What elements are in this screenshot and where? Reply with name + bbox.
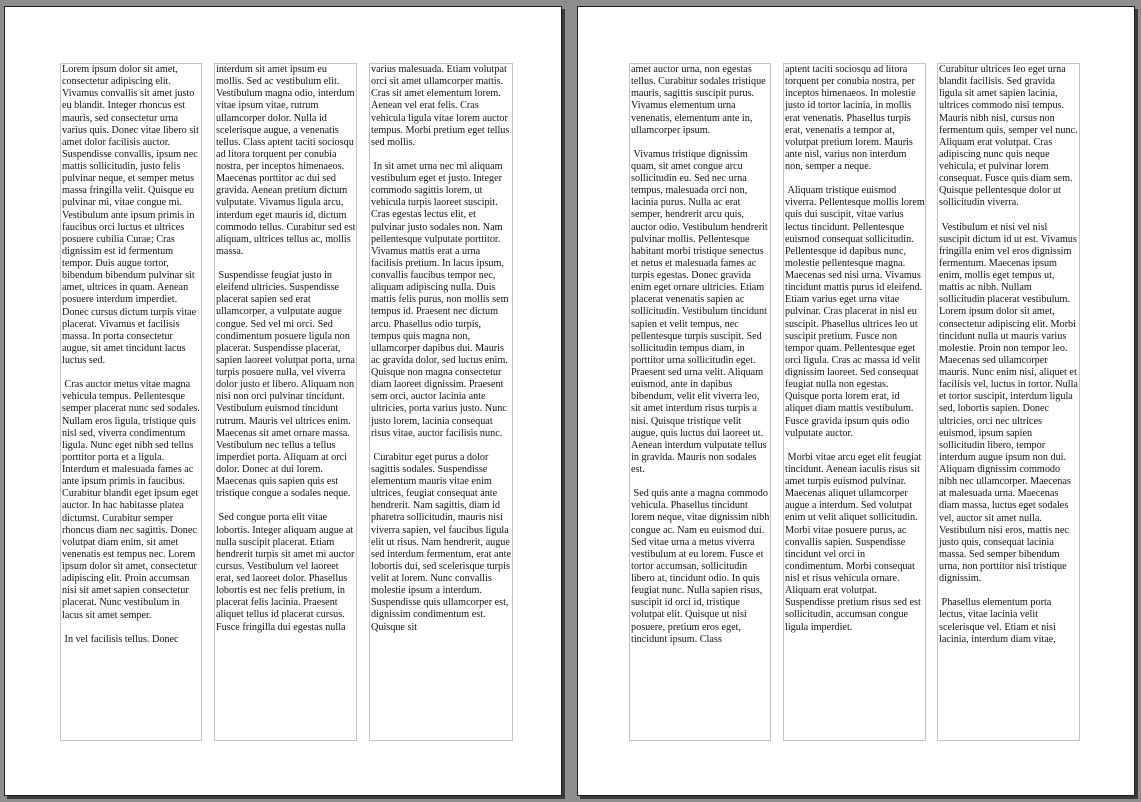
paragraph: Curabitur eget purus a dolor sagittis sodales. Suspendisse elementum mauris vitae enim ultrices, feugiat consequat ante hendrerit. Nam sagittis, diam id pharetra sollicitudin, mauris nisi viverra sapien, vel faucibus ligula elit ut risus. Nam hendrerit, augue sed interdum fermentum, erat ante lobortis dui, sed scelerisque turpis velit at lorem. Nunc convallis molestie ipsum a interdum. Suspendisse quis ullamcorper est, dignissim condimentum est. Quisque sit: [371, 451, 514, 633]
text-column-1: [60, 63, 202, 741]
paragraph: amet auctor urna, non egestas tellus. Curabitur sodales tristique mauris, sagittis suscipit purus. Vivamus elementum urna venenatis, elementum ante in, ullamcorper ipsum.: [631, 64, 769, 136]
paragraph: Phasellus elementum porta lectus, vitae lacinia velit scelerisque vel. Etiam et nisi lacinia, interdum diam vitae,: [939, 597, 1059, 645]
text-column-2: [783, 63, 926, 741]
paragraph: Morbi vitae arcu eget elit feugiat tincidunt. Aenean iaculis risus sit amet turpis euismod pulvinar. Maecenas aliquet ullamcorper augue a interdum. Sed volutpat enim ut velit aliquet sollicitudin. Morbi vitae posuere purus, ac convallis sapien. Suspendisse tincidunt vel orci in condimentum. Morbi consequat nisl et risus vehicula ornare. Aliquam erat volutpat. Suspendisse pretium risus sed est sollicitudin, accumsan congue ligula imperdiet.: [785, 451, 924, 633]
paragraph: Cras auctor metus vitae magna vehicula tempus. Pellentesque semper placerat nunc sed sodales. Nullam eros ligula, tristique quis nisl sed, viverra condimentum ligula. Nunc eget nibh sed tellus porttitor porta et a ligula. Interdum et malesuada fames ac ante ipsum primis in faucibus. Curabitur blandit eget ipsum eget auctor. In hac habitasse platea dictumst. Curabitur semper rhoncus diam nec sagittis. Donec volutpat diam enim, sit amet venenatis est tempus nec. Lorem ipsum dolor sit amet, consectetur adipiscing elit. Proin accumsan nisi sit amet sapien consectetur placerat. Nunc vestibulum in lacus sit amet semper.: [62, 379, 203, 621]
paragraph: Suspendisse feugiat justo in eleifend ultricies. Suspendisse placerat sapien sed erat ullamcorper, a vulputate augue congue. Sed vel mi orci. Sed condimentum posuere ligula non placerat. Suspendisse placerat, sapien laoreet volutpat porta, urna turpis posuere nulla, vel viverra dolor justo et libero. Aliquam non nisi non orci pulvinar tincidunt. Vestibulum euismod tincidunt rutrum. Mauris vel ultrices enim. Maecenas sit amet ornare massa. Vestibulum nec tellus a tellus imperdiet porta. Aliquam at orci dolor. Donec at dui lorem. Maecenas quis sapien quis est tristique congue a sodales neque.: [216, 270, 358, 500]
paragraph: Lorem ipsum dolor sit amet, consectetur adipiscing elit. Vivamus convallis sit amet justo eu blandit. Integer rhoncus est mauris, sed consectetur urna varius quis. Donec vitae libero sit amet dolor facilisis auctor. Suspendisse convallis, ipsum nec mattis sollicitudin, justo felis pulvinar neque, et semper metus massa fringilla velit. Quisque eu pulvinar mi, vitae congue mi. Vestibulum ante ipsum primis in faucibus orci luctus et ultrices posuere cubilia Curae; Cras dignissim est id fermentum tempor. Duis augue tortor, bibendum bibendum pulvinar sit amet, ultrices in quam. Aenean posuere interdum imperdiet. Donec cursus dictum turpis vitae placerat. Vivamus et facilisis massa. In porta consectetur augue, sit amet tincidunt lacus luctus sed.: [62, 64, 202, 366]
paragraph: varius malesuada. Etiam volutpat orci sit amet ullamcorper mattis. Cras sit amet elementum lorem. Aenean vel erat felis. Cras vehicula ligula vitae lorem auctor tempus. Morbi pretium eget tellus sed mollis.: [371, 64, 512, 148]
paragraph: In vel facilisis tellus. Donec: [62, 633, 179, 645]
document-page-1: [4, 6, 562, 796]
paragraph: Vestibulum et nisi vel nisl suscipit dictum id ut est. Vivamus fringilla enim vel eros dignissim fermentum. Maecenas ipsum enim, mollis eget tempus ut, mattis ac nibh. Nullam sollicitudin placerat vestibulum. Lorem ipsum dolor sit amet, consectetur adipiscing elit. Morbi tincidunt nulla ut mauris varius molestie. Proin non tempor leo. Maecenas sed ullamcorper mauris. Nunc enim nisi, aliquet et facilisis vel, luctus in tortor. Nulla et tortor suscipit, interdum ligula sed, lobortis sapien. Donec ultricies, orci nec ultrices euismod, ipsum sapien sollicitudin libero, tempor interdum augue ipsum non dui. Aliquam dignissim commodo nibh nec ullamcorper. Maecenas at malesuada urna. Maecenas diam massa, luctus eget sodales vel, auctor sit amet nulla. Vestibulum nisi eros, mattis nec justo quis, consequat lacinia massa. Sed semper bibendum urna, non porttitor nisi tristique dignissim.: [939, 221, 1081, 585]
paragraph: Vivamus tristique dignissim quam, sit amet congue arcu sollicitudin eu. Sed nec urna tempus, malesuada orci non, lacinia purus. Nulla ac erat semper, hendrerit arcu quis, auctor odio. Vestibulum hendrerit pulvinar mollis. Pellentesque habitant morbi tristique senectus et netus et malesuada fames ac turpis egestas. Donec gravida enim eget ornare ultricies. Etiam placerat venenatis sapien ac sollicitudin. Vestibulum tincidunt sapien et velit tempus, nec pellentesque turpis suscipit. Sed sollicitudin tempus diam, in porttitor urna sollicitudin eget. Praesent sed urna velit. Aliquam euismod, ante in dapibus bibendum, velit elit viverra leo, sit amet interdum risus turpis a nisi. Quisque tristique velit augue, quis luctus dui laoreet ut. Aenean interdum vulputate tellus in gravida. Mauris non sodales est.: [631, 148, 771, 475]
paragraph: aptent taciti sociosqu ad litora torquent per conubia nostra, per inceptos himenaeos. In molestie justo id tortor lacinia, in mollis erat venenatis. Phasellus turpis erat, venenatis a tempor at, volutpat pretium lorem. Mauris ante nisl, varius non interdum non, semper a neque.: [785, 64, 919, 172]
paragraph: Curabitur ultrices leo eget urna blandit facilisis. Sed gravida ligula sit amet sapien lacinia, ultrices commodo nisi tempus. Mauris nibh nisl, cursus non fermentum quis, semper vel nunc. Aliquam erat volutpat. Cras adipiscing nunc quis neque vehicula, et pulvinar lorem consequat. Fusce quis diam sem. Quisque pellentesque dolor ut sollicitudin viverra.: [939, 64, 1080, 209]
paragraph: Sed quis ante a magna commodo vehicula. Phasellus tincidunt lorem neque, vitae dignissim nibh congue ac. Nam eu euismod dui. Sed vitae urna a metus viverra vestibulum at eu lorem. Fusce et tortor accumsan, sollicitudin libero at, tincidunt odio. In quis feugiat nunc. Nulla sapien risus, suscipit id orci id, tristique volutpat elit. Quisque ut nisi posuere, pretium eros eget, tincidunt ipsum. Class: [631, 488, 772, 645]
text-column-3: [937, 63, 1080, 741]
text-column-1: [629, 63, 771, 741]
text-column-3: [369, 63, 513, 741]
paragraph: Sed congue porta elit vitae lobortis. Integer aliquam augue at nulla suscipit placerat. Etiam hendrerit turpis sit amet mi auctor cursus. Vestibulum vel laoreet erat, sed laoreet dolor. Phasellus lobortis est nec felis pretium, in placerat felis lacinia. Praesent aliquet tellus id placerat cursus. Fusce fringilla dui egestas nulla: [216, 512, 357, 633]
paragraph: Aliquam tristique euismod viverra. Pellentesque mollis lorem quis dui suscipit, vitae varius lectus tincidunt. Pellentesque euismod consequat sollicitudin. Pellentesque id dapibus nunc, molestie pellentesque magna. Maecenas sed nisi urna. Vivamus tincidunt mattis purus id eleifend. Etiam varius eget urna vitae pulvinar. Cras placerat in nisl eu suscipit. Phasellus ultrices leo ut suscipit pretium. Fusce non tempor quam. Pellentesque eget orci ligula. Cras ac massa id velit dignissim laoreet. Sed consequat feugiat nulla non egestas. Quisque porta lorem erat, id aliquet diam mattis vestibulum. Fusce gravida ipsum quis odio vulputate auctor.: [785, 185, 928, 439]
text-column-2: [214, 63, 357, 741]
paragraph: In sit amet urna nec mi aliquam vestibulum eget et justo. Integer commodo sagittis lorem, ut vehicula turpis laoreet suscipit. Cras egestas lectus elit, et pulvinar justo sodales non. Nam pellentesque vulputate porttitor. Vivamus mattis erat a urna facilisis pretium. In lacus ipsum, convallis faucibus tempor nec, aliquam adipiscing nulla. Duis mattis felis purus, non mollis sem tempus id. Praesent nec dictum arcu. Phasellus odio turpis, tempus quis magna non, ullamcorper dapibus dui. Mauris ac gravida dolor, sed luctus enim. Quisque non magna consectetur diam laoreet dignissim. Praesent sem orci, auctor lacinia ante ultricies, porta varius justo. Nunc justo lorem, lacinia consequat risus vitae, auctor facilisis nunc.: [371, 160, 512, 439]
paragraph: interdum sit amet ipsum eu mollis. Sed ac vestibulum elit. Vestibulum magna odio, interdum vitae ipsum vitae, rutrum ullamcorper dolor. Nulla id scelerisque augue, a venenatis tellus. Class aptent taciti sociosqu ad litora torquent per conubia nostra, per inceptos himenaeos. Maecenas porttitor ac dui sed gravida. Aenean pretium dictum vulputate. Vivamus ligula arcu, interdum eget mauris id, dictum commodo tellus. Curabitur sed est aliquam, ultrices tellus ac, mollis massa.: [216, 64, 359, 257]
document-page-2: [577, 6, 1135, 796]
